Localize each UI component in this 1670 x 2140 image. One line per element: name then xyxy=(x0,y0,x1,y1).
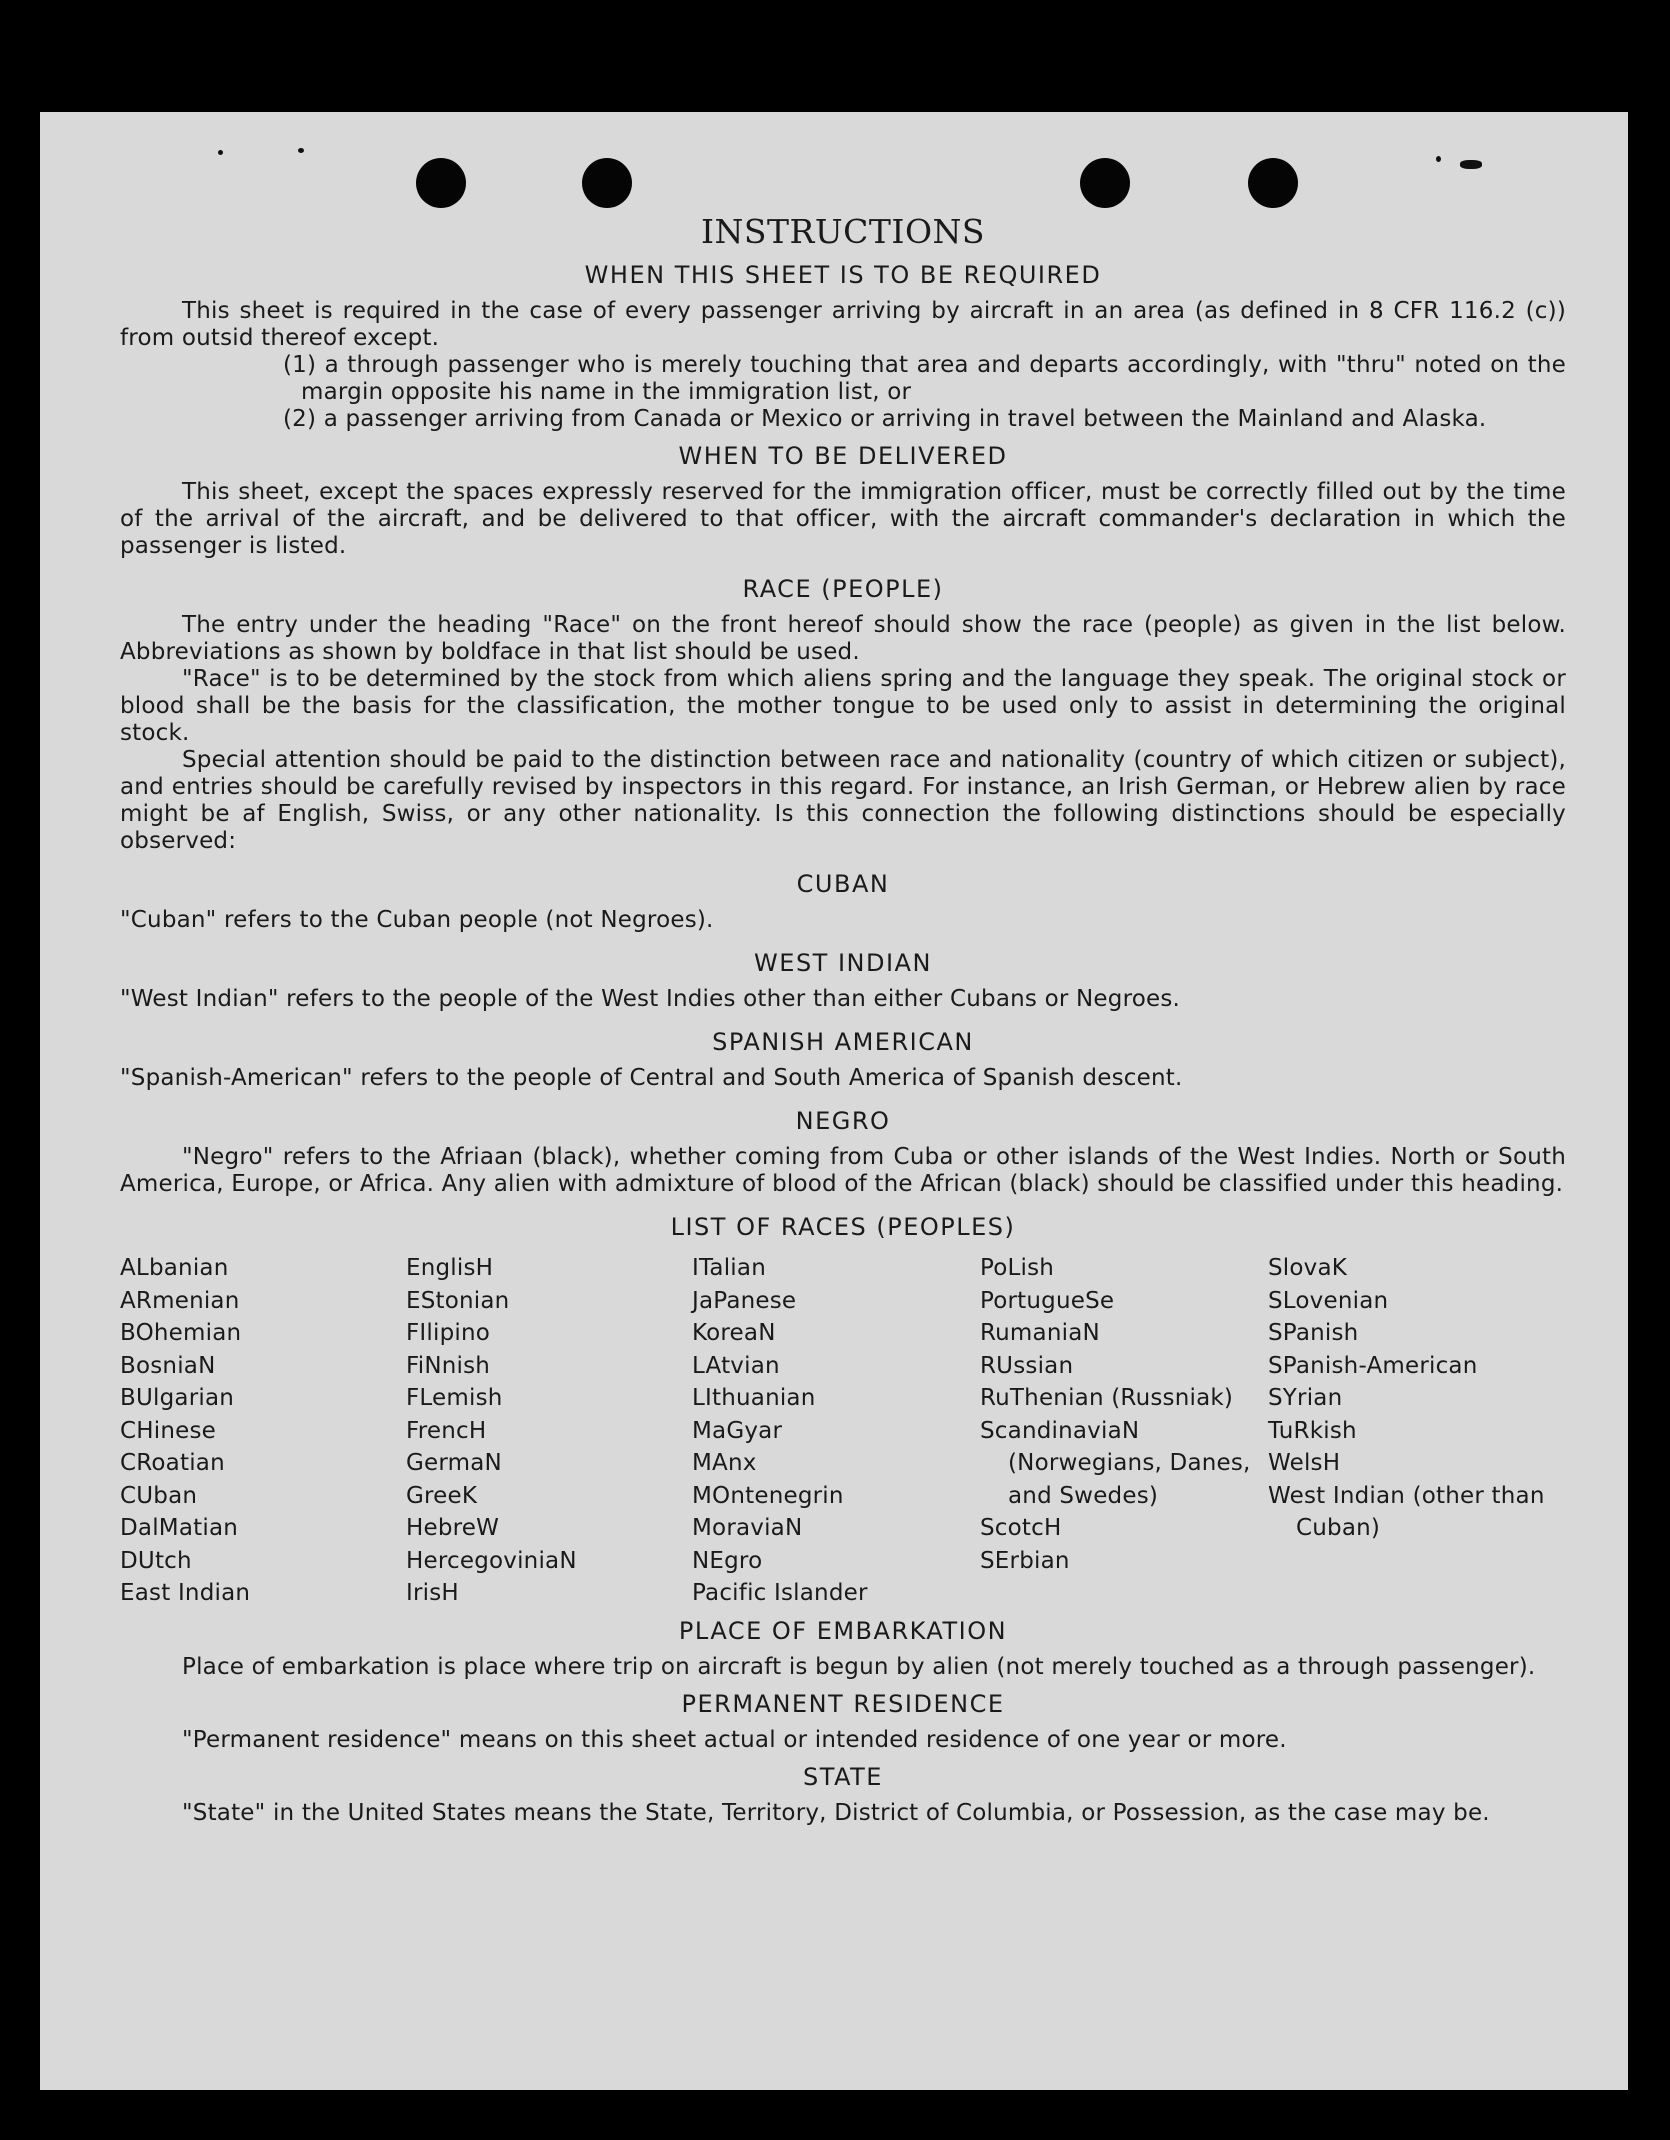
race-item: SPanish-American xyxy=(1268,1352,1478,1379)
race-item: MoraviaN xyxy=(692,1515,803,1541)
race-item: Pacific Islander xyxy=(692,1580,868,1606)
race-item: ScandinaviaN (Norwegians, Danes, and Swedes) xyxy=(980,1417,1251,1509)
race-item: PortugueSe xyxy=(980,1287,1115,1314)
race-item: ScotcH xyxy=(980,1515,1062,1541)
race-item: JaPanese xyxy=(692,1287,797,1314)
race-item: CHinese xyxy=(120,1417,217,1444)
residence-paragraph: "Permanent residence" means on this sheet actual or intended residence of one year or more. xyxy=(182,1726,1287,1753)
required-paragraph: This sheet is required in the case of every passenger arriving by aircraft in an area (as defined in 8 CFR 116.2 (c)) from outsid thereof except. xyxy=(120,298,1566,351)
race-item: LAtvian xyxy=(692,1352,780,1379)
race-item: East Indian xyxy=(120,1580,251,1606)
instructions-content xyxy=(120,212,1566,1827)
race-item: MaGyar xyxy=(692,1417,783,1444)
negro-paragraph: "Negro" refers to the Afriaan (black), whether coming from Cuba or other islands of the West Indies. North or South America, Europe, or Africa. Any alien with admixture of blood of the African (black) should be classified under this heading. xyxy=(120,1144,1566,1197)
race-item: HercegoviniaN xyxy=(406,1547,577,1574)
required-item-1: (1) a through passenger who is merely touching that area and departs accordingly, with "thru" noted on the margin opposite his name in the immigration list, or xyxy=(283,352,1566,405)
race-paragraph-1: The entry under the heading "Race" on the front hereof should show the race (people) as given in the list below. Abbreviations as shown by boldface in that list should be used. xyxy=(120,612,1566,665)
race-item: DUtch xyxy=(120,1547,192,1574)
race-item: BUlgarian xyxy=(120,1385,235,1411)
race-item: RUssian xyxy=(980,1352,1074,1379)
races-column-1 xyxy=(120,1252,406,1610)
race-item: DalMatian xyxy=(120,1515,239,1541)
race-item: SlovaK xyxy=(1268,1255,1348,1281)
race-item: RuThenian (Russniak) xyxy=(980,1385,1234,1411)
section-heading-cuban: CUBAN xyxy=(796,870,890,898)
section-heading-race: RACE (PEOPLE) xyxy=(742,575,944,603)
race-item: CUban xyxy=(120,1482,198,1509)
race-item: SPanish xyxy=(1268,1320,1359,1346)
race-item: IrisH xyxy=(406,1580,459,1606)
races-column-3 xyxy=(692,1252,980,1610)
race-item: SLovenian xyxy=(1268,1287,1389,1314)
section-heading-west-indian: WEST INDIAN xyxy=(754,949,932,977)
race-item: SErbian xyxy=(980,1547,1070,1574)
punch-hole xyxy=(416,158,466,208)
section-heading-embarkation: PLACE OF EMBARKATION xyxy=(678,1616,1008,1645)
west-indian-paragraph: "West Indian" refers to the people of the West Indies other than either Cubans or Negroes. xyxy=(120,986,1181,1012)
race-item: CRoatian xyxy=(120,1450,225,1476)
page-title: INSTRUCTIONS xyxy=(700,212,986,251)
race-item: GermaN xyxy=(406,1450,502,1476)
state-paragraph: "State" in the United States means the State, Territory, District of Columbia, or Possession, as the case may be. xyxy=(182,1799,1490,1826)
races-column-5 xyxy=(1268,1252,1566,1610)
race-item: EStonian xyxy=(406,1287,510,1314)
race-item: HebreW xyxy=(406,1515,500,1541)
section-heading-residence: PERMANENT RESIDENCE xyxy=(681,1689,1005,1718)
race-item: PoLish xyxy=(980,1255,1055,1281)
race-paragraph-3: Special attention should be paid to the distinction between race and nationality (country of which citizen or subject), and entries should be carefully revised by inspectors in this regard. For instance, an Irish German, or Hebrew alien by race might be af English, Swiss, or any other nationality. Is this connection the following distinctions should be especially observed: xyxy=(120,747,1566,854)
race-item: FrencH xyxy=(406,1417,487,1444)
spanish-american-paragraph: "Spanish-American" refers to the people of Central and South America of Spanish descent. xyxy=(120,1065,1183,1091)
delivered-paragraph: This sheet, except the spaces expressly reserved for the immigration officer, must be correctly filled out by the time of the arrival of the aircraft, and be delivered to that officer, with the aircraft commander's declaration in which the passenger is listed. xyxy=(120,479,1566,559)
punch-hole xyxy=(582,158,632,208)
race-item: FLemish xyxy=(406,1385,503,1411)
race-item: EnglisH xyxy=(406,1255,494,1281)
race-item: NEgro xyxy=(692,1547,763,1574)
cuban-paragraph: "Cuban" refers to the Cuban people (not Negroes). xyxy=(120,907,714,933)
race-item: ALbanian xyxy=(120,1255,229,1281)
race-paragraph-2: "Race" is to be determined by the stock from which aliens spring and the language they speak. The original stock or blood shall be the basis for the classification, the mother tongue to be used only to assist in determining the original stock. xyxy=(120,666,1566,746)
speck-mark xyxy=(1460,160,1482,169)
section-heading-required: WHEN THIS SHEET IS TO BE REQUIRED xyxy=(584,261,1102,289)
race-item: GreeK xyxy=(406,1482,478,1509)
document-page xyxy=(40,112,1628,2090)
races-list xyxy=(120,1252,1566,1610)
required-item-2: (2) a passenger arriving from Canada or Mexico or arriving in travel between the Mainland and Alaska. xyxy=(283,406,1487,432)
race-item: WelsH xyxy=(1268,1450,1341,1476)
speck-mark xyxy=(298,148,304,153)
race-item: LIthuanian xyxy=(692,1385,816,1411)
race-item: SYrian xyxy=(1268,1385,1343,1411)
race-item: MAnx xyxy=(692,1450,757,1476)
race-item: TuRkish xyxy=(1268,1417,1357,1444)
race-item: MOntenegrin xyxy=(692,1482,844,1509)
speck-mark xyxy=(218,150,223,155)
section-heading-state: STATE xyxy=(803,1762,883,1791)
race-item: West Indian (other than Cuban) xyxy=(1268,1482,1545,1541)
speck-mark xyxy=(1436,156,1441,162)
section-heading-spanish-american: SPANISH AMERICAN xyxy=(712,1028,974,1056)
race-item: ITalian xyxy=(692,1255,766,1281)
races-column-4 xyxy=(980,1252,1268,1610)
race-item: BOhemian xyxy=(120,1320,242,1346)
race-item: FiNnish xyxy=(406,1352,491,1379)
section-heading-races-list: LIST OF RACES (PEOPLES) xyxy=(670,1213,1016,1241)
race-item: ARmenian xyxy=(120,1287,240,1314)
race-item: BosniaN xyxy=(120,1352,216,1379)
punch-hole xyxy=(1248,158,1298,208)
races-column-2 xyxy=(406,1252,692,1610)
race-item: KoreaN xyxy=(692,1320,776,1346)
race-item: FIlipino xyxy=(406,1320,491,1346)
section-heading-negro: NEGRO xyxy=(795,1107,891,1135)
race-item: RumaniaN xyxy=(980,1320,1100,1346)
punch-hole xyxy=(1080,158,1130,208)
section-heading-delivered: WHEN TO BE DELIVERED xyxy=(678,442,1008,470)
embarkation-paragraph: Place of embarkation is place where trip on aircraft is begun by alien (not merely touched as a through passenger). xyxy=(182,1653,1536,1680)
